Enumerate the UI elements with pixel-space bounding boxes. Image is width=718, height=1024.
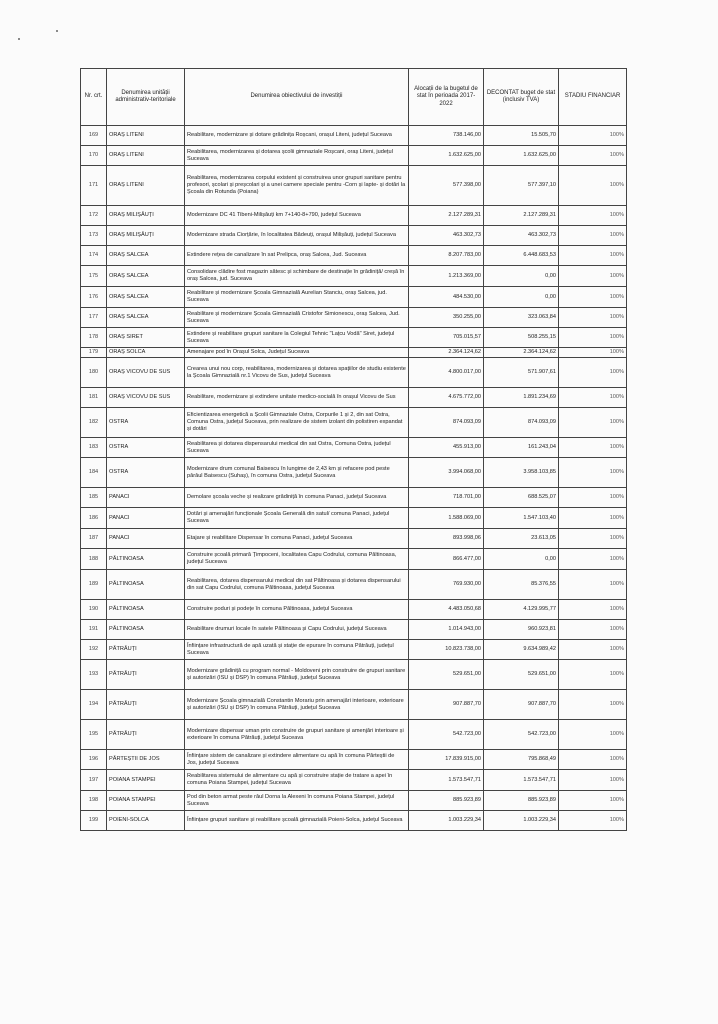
- table-cell-status: 100%: [559, 388, 627, 408]
- table-cell-settled: 885.923,89: [484, 791, 559, 811]
- table-cell-nr: 188: [81, 549, 107, 570]
- table-cell-allocation: 885.923,89: [409, 791, 484, 811]
- table-cell-uat: PĂLTINOASA: [107, 570, 185, 600]
- col-header-nr: Nr. crt.: [81, 69, 107, 126]
- table-cell-status: 100%: [559, 328, 627, 348]
- table-cell-uat: PĂLTINOASA: [107, 549, 185, 570]
- table-cell-allocation: 2.127.289,31: [409, 206, 484, 226]
- table-cell-uat: ORAȘ SOLCA: [107, 348, 185, 358]
- table-cell-settled: 960.923,81: [484, 620, 559, 640]
- table-cell-settled: 4.129.995,77: [484, 600, 559, 620]
- table-cell-allocation: 529.651,00: [409, 660, 484, 690]
- table-cell-uat: ORAȘ LITENI: [107, 166, 185, 206]
- table-row: [81, 600, 627, 620]
- table-cell-objective: Reabilitarea, dotarea dispensarului medical din sat Păltinoasa și dotarea dispensarului din sat Capu Codrului, comuna Păltinoasa, județul Suceava: [185, 570, 409, 600]
- table-row: [81, 640, 627, 660]
- table-cell-settled: 323.063,84: [484, 308, 559, 328]
- table-cell-objective: Reabilitarea, modernizarea și dotarea școlii gimnaziale Roșcani, oraș Liteni, județul Suceava: [185, 146, 409, 166]
- table-cell-allocation: 738.146,00: [409, 126, 484, 146]
- table-cell-uat: ORAȘ VICOVU DE SUS: [107, 358, 185, 388]
- table-cell-allocation: 705.015,57: [409, 328, 484, 348]
- table-row: [81, 438, 627, 458]
- table-row: [81, 770, 627, 791]
- table-cell-uat: PANACI: [107, 529, 185, 549]
- table-cell-objective: Consolidare clădire fost magazin sătesc și schimbare de destinație în grădiniță/ creșă în oraș Salcea, jud. Suceava: [185, 266, 409, 287]
- table-cell-uat: PĂRTEȘTII DE JOS: [107, 750, 185, 770]
- table-cell-uat: PĂTRĂUȚI: [107, 720, 185, 750]
- table-cell-nr: 183: [81, 438, 107, 458]
- investment-table: [80, 68, 627, 831]
- table-cell-nr: 170: [81, 146, 107, 166]
- table-row: [81, 348, 627, 358]
- table-cell-status: 100%: [559, 770, 627, 791]
- table-cell-objective: Construire școală primară Țimpoceni, localitatea Capu Codrului, comuna Păltinoasa, județul Suceava: [185, 549, 409, 570]
- table-cell-nr: 198: [81, 791, 107, 811]
- table-cell-objective: Reabilitare și modernizare Școala Gimnazială Cristofor Simionescu, oraș Salcea, Jud. Suceava: [185, 308, 409, 328]
- table-cell-status: 100%: [559, 508, 627, 529]
- table-cell-objective: Reabilitarea, modernizarea corpului existent și construirea unor grupuri sanitare pentru profesori, școlari și preșcolari și a unei camere speciale pentru -Corn și lapte- și dotări la Școala din Rotunda (Poiana): [185, 166, 409, 206]
- scan-speck: [18, 38, 20, 40]
- table-cell-status: 100%: [559, 226, 627, 246]
- table-cell-allocation: 8.207.783,00: [409, 246, 484, 266]
- table-row: [81, 750, 627, 770]
- table-cell-nr: 175: [81, 266, 107, 287]
- table-cell-nr: 174: [81, 246, 107, 266]
- table-cell-settled: 463.302,73: [484, 226, 559, 246]
- table-cell-status: 100%: [559, 287, 627, 308]
- table-row: [81, 408, 627, 438]
- table-cell-allocation: 2.364.124,62: [409, 348, 484, 358]
- table-cell-objective: Modernizare dispensar uman prin construire de grupuri sanitare și amenjări interioare și exterioare în comuna Pătrăuți, județul Suceava: [185, 720, 409, 750]
- table-cell-settled: 3.958.103,85: [484, 458, 559, 488]
- table-cell-objective: Reabilitarea sistemului de alimentare cu apă și construire stație de tratare a apei în comuna Poiana Stampei, județul Suceava: [185, 770, 409, 791]
- table-cell-allocation: 4.800.017,00: [409, 358, 484, 388]
- table-cell-allocation: 907.887,70: [409, 690, 484, 720]
- table-cell-allocation: 1.014.943,00: [409, 620, 484, 640]
- table-cell-status: 100%: [559, 660, 627, 690]
- col-header-settled: DECONTAT buget de stat (inclusiv TVA): [484, 69, 559, 126]
- col-header-financial-status: STADIU FINANCIAR: [559, 69, 627, 126]
- table-cell-settled: 85.376,55: [484, 570, 559, 600]
- table-header-row: [81, 69, 627, 126]
- table-cell-settled: 1.632.625,00: [484, 146, 559, 166]
- table-row: [81, 720, 627, 750]
- table-cell-uat: OSTRA: [107, 408, 185, 438]
- table-cell-uat: ORAȘ LITENI: [107, 146, 185, 166]
- table-cell-objective: Modernizare grădiniță cu program normal - Moldoveni prin construire de grupuri sanitare și autorizări (ISU și DSP) în comuna Pătrăuți, județul Suceava: [185, 660, 409, 690]
- table-cell-settled: 2.127.289,31: [484, 206, 559, 226]
- table-cell-allocation: 718.701,00: [409, 488, 484, 508]
- table-cell-objective: Crearea unui nou corp, reabilitarea, modernizarea și dotarea spațiilor de studiu existente la Școala Gimnazială nr.1 Vicovu de Sus, județul Suceava: [185, 358, 409, 388]
- table-cell-objective: Reabilitare și modernizare Școala Gimnazială Aurelian Stanciu, oraș Salcea, jud. Suceava: [185, 287, 409, 308]
- table-cell-objective: Modernizare strada Ciorțărie, în localitatea Bădeuți, orașul Milișăuți, județul Suceava: [185, 226, 409, 246]
- table-cell-status: 100%: [559, 146, 627, 166]
- table-cell-status: 100%: [559, 206, 627, 226]
- table-cell-uat: OSTRA: [107, 438, 185, 458]
- table-cell-settled: 2.364.124,62: [484, 348, 559, 358]
- table-cell-nr: 197: [81, 770, 107, 791]
- table-cell-allocation: 577.398,00: [409, 166, 484, 206]
- table-cell-uat: PANACI: [107, 488, 185, 508]
- table-cell-allocation: 3.994.068,00: [409, 458, 484, 488]
- table-cell-nr: 189: [81, 570, 107, 600]
- table-body: [81, 126, 627, 831]
- table-row: [81, 287, 627, 308]
- table-cell-uat: PĂTRĂUȚI: [107, 690, 185, 720]
- table-cell-settled: 1.003.229,34: [484, 811, 559, 831]
- table-cell-uat: PĂLTINOASA: [107, 600, 185, 620]
- table-cell-objective: Modernizare Școala gimnazială Constantin Morariu prin amenajări interioare, exterioare și autorizări (ISU și DSP) în comuna Pătrăuți, județul Suceava: [185, 690, 409, 720]
- table-cell-allocation: 10.823.738,00: [409, 640, 484, 660]
- table-cell-uat: ORAȘ LITENI: [107, 126, 185, 146]
- table-cell-objective: Reabilitarea și dotarea dispensarului medical din sat Ostra, Comuna Ostra, județul Suceava: [185, 438, 409, 458]
- table-cell-status: 100%: [559, 791, 627, 811]
- table-cell-allocation: 866.477,00: [409, 549, 484, 570]
- table-cell-allocation: 17.839.915,00: [409, 750, 484, 770]
- table-cell-status: 100%: [559, 488, 627, 508]
- table-cell-objective: Construire poduri și podețe în comuna Păltinoasa, județul Suceava: [185, 600, 409, 620]
- table-cell-settled: 9.634.989,42: [484, 640, 559, 660]
- table-cell-allocation: 1.573.547,71: [409, 770, 484, 791]
- table-cell-allocation: 893.998,06: [409, 529, 484, 549]
- table-cell-uat: ORAȘ SALCEA: [107, 246, 185, 266]
- table-cell-uat: ORAȘ MILIȘĂUȚI: [107, 226, 185, 246]
- table-cell-nr: 182: [81, 408, 107, 438]
- table-cell-status: 100%: [559, 690, 627, 720]
- table-cell-objective: Înființare grupuri sanitare și reabilitare școală gimnazială Poieni-Solca, județul Suceava: [185, 811, 409, 831]
- table-cell-nr: 171: [81, 166, 107, 206]
- table-cell-allocation: 542.723,00: [409, 720, 484, 750]
- table-cell-allocation: 769.930,00: [409, 570, 484, 600]
- table-cell-status: 100%: [559, 529, 627, 549]
- table-cell-settled: 795.868,49: [484, 750, 559, 770]
- table-cell-status: 100%: [559, 308, 627, 328]
- table-cell-nr: 177: [81, 308, 107, 328]
- table-cell-status: 100%: [559, 348, 627, 358]
- table-cell-nr: 178: [81, 328, 107, 348]
- table-cell-uat: ORAȘ VICOVU DE SUS: [107, 388, 185, 408]
- table-cell-objective: Reabilitare drumuri locale în satele Păltinoasa și Capu Codrului, județul Suceava: [185, 620, 409, 640]
- table-row: [81, 246, 627, 266]
- table-cell-nr: 187: [81, 529, 107, 549]
- table-cell-uat: POIANA STAMPEI: [107, 770, 185, 791]
- table-cell-objective: Dotări și amenajări funcționale Școala Generală din satul/ comuna Panaci, județul Suceava: [185, 508, 409, 529]
- table-cell-settled: 508.255,15: [484, 328, 559, 348]
- col-header-allocation: Alocații de la bugetul de stat în perioada 2017-2022: [409, 69, 484, 126]
- table-cell-allocation: 1.003.229,34: [409, 811, 484, 831]
- table-cell-allocation: 1.588.069,00: [409, 508, 484, 529]
- table-cell-allocation: 1.213.369,00: [409, 266, 484, 287]
- table-row: [81, 791, 627, 811]
- table-cell-nr: 194: [81, 690, 107, 720]
- table-cell-uat: PĂTRĂUȚI: [107, 660, 185, 690]
- table-cell-objective: Eficientizarea energetică a Școlii Gimnaziale Ostra, Corpurile 1 și 2, din sat Ostra, Comuna Ostra, județul Suceava, prin realizare de sistem izolant din polistiren expandat și dotări: [185, 408, 409, 438]
- table-cell-uat: PĂLTINOASA: [107, 620, 185, 640]
- table-row: [81, 811, 627, 831]
- table-cell-uat: ORAȘ SALCEA: [107, 308, 185, 328]
- table-cell-nr: 172: [81, 206, 107, 226]
- table-row: [81, 226, 627, 246]
- table-row: [81, 458, 627, 488]
- table-cell-nr: 195: [81, 720, 107, 750]
- table-row: [81, 529, 627, 549]
- table-row: [81, 166, 627, 206]
- table-cell-objective: Extindere și reabilitare grupuri sanitare la Colegiul Tehnic "Lațcu Vodă" Siret, județul Suceava: [185, 328, 409, 348]
- table-row: [81, 570, 627, 600]
- table-cell-settled: 907.887,70: [484, 690, 559, 720]
- table-cell-settled: 0,00: [484, 266, 559, 287]
- table-cell-objective: Etajare și reabilitare Dispensar în comuna Panaci, județul Suceava: [185, 529, 409, 549]
- table-cell-status: 100%: [559, 570, 627, 600]
- col-header-uat: Denumirea unității administrativ-teritoriale: [107, 69, 185, 126]
- table-cell-settled: 15.505,70: [484, 126, 559, 146]
- table-cell-status: 100%: [559, 600, 627, 620]
- table-cell-nr: 179: [81, 348, 107, 358]
- table-row: [81, 126, 627, 146]
- table-row: [81, 620, 627, 640]
- table-cell-nr: 173: [81, 226, 107, 246]
- table-cell-nr: 192: [81, 640, 107, 660]
- table-cell-uat: ORAȘ SALCEA: [107, 266, 185, 287]
- table-row: [81, 328, 627, 348]
- table-row: [81, 549, 627, 570]
- table-cell-status: 100%: [559, 750, 627, 770]
- table-cell-nr: 190: [81, 600, 107, 620]
- table-cell-settled: 1.891.234,69: [484, 388, 559, 408]
- table-row: [81, 508, 627, 529]
- table-cell-allocation: 4.675.772,00: [409, 388, 484, 408]
- table-cell-settled: 0,00: [484, 287, 559, 308]
- table-cell-settled: 688.525,07: [484, 488, 559, 508]
- table-cell-status: 100%: [559, 246, 627, 266]
- table-cell-settled: 542.723,00: [484, 720, 559, 750]
- table-cell-allocation: 350.255,00: [409, 308, 484, 328]
- table-cell-nr: 186: [81, 508, 107, 529]
- table-cell-objective: Reabilitare, modernizare și dotare grădinița Roșcani, orașul Liteni, județul Suceava: [185, 126, 409, 146]
- table-cell-objective: Modernizare drum comunal Baisescu în lungime de 2,43 km și refacere pod peste pârâul Baisescu (Suhaș), în comuna Ostra, județul Suceava: [185, 458, 409, 488]
- table-cell-uat: OSTRA: [107, 458, 185, 488]
- table-cell-nr: 199: [81, 811, 107, 831]
- table-row: [81, 690, 627, 720]
- table-row: [81, 266, 627, 287]
- table-cell-settled: 0,00: [484, 549, 559, 570]
- table-cell-settled: 577.397,10: [484, 166, 559, 206]
- table-cell-settled: 571.907,61: [484, 358, 559, 388]
- table-cell-status: 100%: [559, 640, 627, 660]
- table-cell-status: 100%: [559, 166, 627, 206]
- table-cell-settled: 529.651,00: [484, 660, 559, 690]
- table-row: [81, 488, 627, 508]
- table-cell-status: 100%: [559, 811, 627, 831]
- table-cell-status: 100%: [559, 549, 627, 570]
- table-cell-nr: 184: [81, 458, 107, 488]
- table-cell-objective: Reabilitare, modernizare și extindere unitate medico-socială în orașul Vicovu de Sus: [185, 388, 409, 408]
- table-cell-status: 100%: [559, 126, 627, 146]
- table-row: [81, 660, 627, 690]
- table-cell-uat: POIENI-SOLCA: [107, 811, 185, 831]
- table-cell-nr: 193: [81, 660, 107, 690]
- table-cell-uat: PANACI: [107, 508, 185, 529]
- table-row: [81, 358, 627, 388]
- table-cell-objective: Demolare școala veche și realizare grădiniță în comuna Panaci, județul Suceava: [185, 488, 409, 508]
- table-cell-allocation: 874.093,09: [409, 408, 484, 438]
- table-row: [81, 388, 627, 408]
- table-cell-settled: 23.613,05: [484, 529, 559, 549]
- table-cell-nr: 196: [81, 750, 107, 770]
- table-cell-uat: ORAȘ MILIȘĂUȚI: [107, 206, 185, 226]
- table-cell-status: 100%: [559, 458, 627, 488]
- table-cell-status: 100%: [559, 408, 627, 438]
- table-cell-uat: POIANA STAMPEI: [107, 791, 185, 811]
- table-cell-settled: 161.243,04: [484, 438, 559, 458]
- table-cell-objective: Înființare sistem de canalizare și extindere alimentare cu apă în comuna Părteștii de Jos, județul Suceava: [185, 750, 409, 770]
- table-cell-allocation: 4.483.050,68: [409, 600, 484, 620]
- table-cell-objective: Înființare infrastructură de apă uzată și stație de epurare în comuna Pătrăuți, județul Suceava: [185, 640, 409, 660]
- table-cell-status: 100%: [559, 438, 627, 458]
- table-cell-settled: 874.093,09: [484, 408, 559, 438]
- table-cell-objective: Extindere rețea de canalizare în sat Prelipca, oraș Salcea, Jud. Suceava: [185, 246, 409, 266]
- table-cell-status: 100%: [559, 358, 627, 388]
- col-header-objective: Denumirea obiectivului de investiții: [185, 69, 409, 126]
- table-cell-objective: Modernizare DC 41 Tibeni-Milișăuți km 7+140-8+790, județul Suceava: [185, 206, 409, 226]
- table-cell-nr: 191: [81, 620, 107, 640]
- table-cell-status: 100%: [559, 266, 627, 287]
- table-cell-status: 100%: [559, 620, 627, 640]
- table-row: [81, 206, 627, 226]
- table-cell-nr: 169: [81, 126, 107, 146]
- table-cell-uat: PĂTRĂUȚI: [107, 640, 185, 660]
- table-row: [81, 146, 627, 166]
- table-cell-objective: Pod din beton armat peste râul Dorna la Alexeni în comuna Poiana Stampei, județul Suceava: [185, 791, 409, 811]
- table-cell-allocation: 455.913,00: [409, 438, 484, 458]
- table-cell-uat: ORAȘ SALCEA: [107, 287, 185, 308]
- table-cell-allocation: 1.632.625,00: [409, 146, 484, 166]
- table-cell-nr: 176: [81, 287, 107, 308]
- table-row: [81, 308, 627, 328]
- table-cell-nr: 180: [81, 358, 107, 388]
- table-cell-settled: 1.547.103,40: [484, 508, 559, 529]
- table-cell-settled: 1.573.547,71: [484, 770, 559, 791]
- scan-speck: [56, 30, 58, 32]
- table-cell-status: 100%: [559, 720, 627, 750]
- table-cell-allocation: 463.302,73: [409, 226, 484, 246]
- table-cell-nr: 185: [81, 488, 107, 508]
- table-cell-nr: 181: [81, 388, 107, 408]
- table-cell-uat: ORAȘ SIRET: [107, 328, 185, 348]
- table-cell-settled: 6.448.683,53: [484, 246, 559, 266]
- table-cell-objective: Amenajare pod în Orașul Solca, Județul Suceava: [185, 348, 409, 358]
- table-cell-allocation: 484.530,00: [409, 287, 484, 308]
